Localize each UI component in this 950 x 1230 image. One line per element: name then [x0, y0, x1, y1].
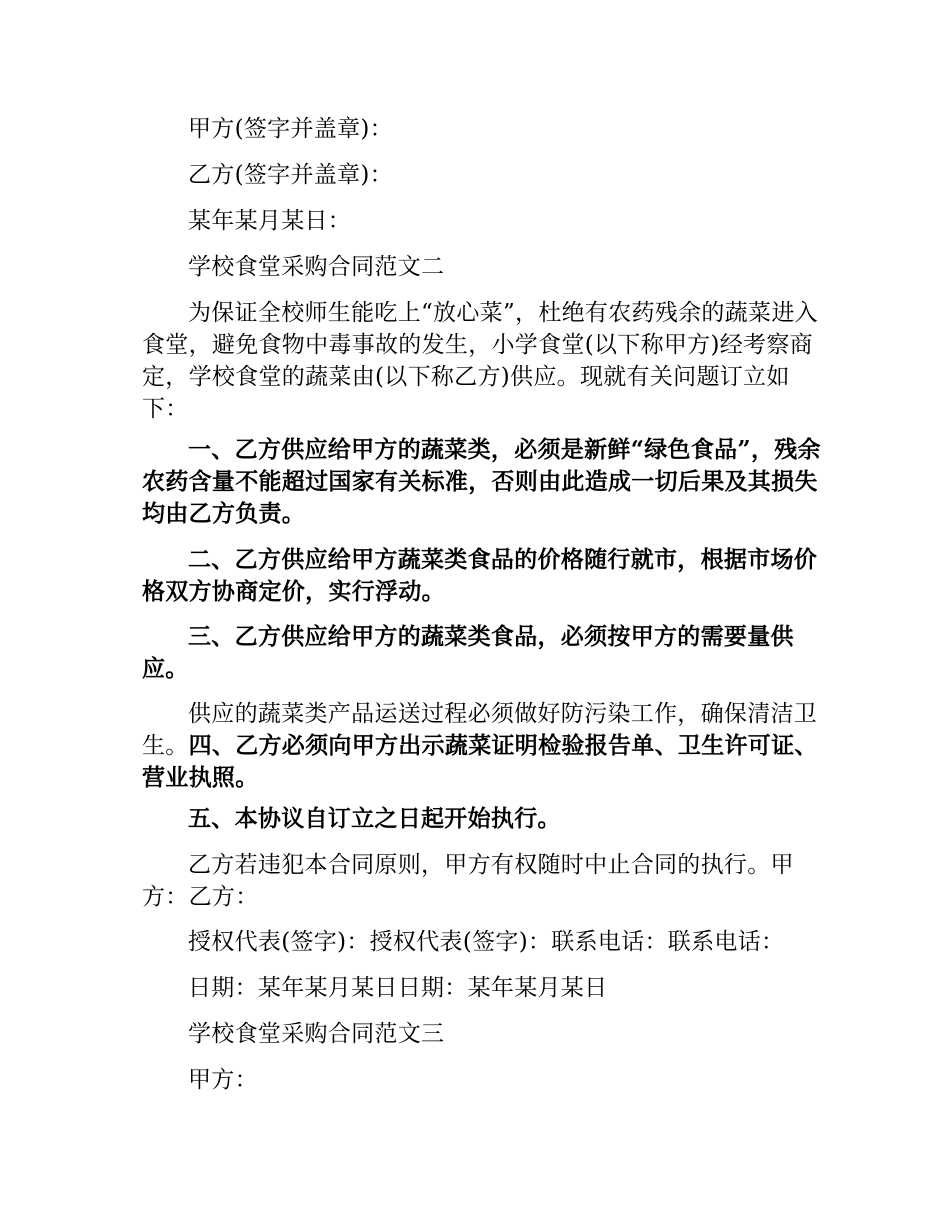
clause-four: 四、乙方必须向甲方出示蔬菜证明检验报告单、卫生许可证、营业执照。: [142, 732, 818, 791]
clause-three: 三、乙方供应给甲方的蔬菜类食品，必须按甲方的需要量供应。: [142, 623, 794, 682]
section-title-contract-two: 学校食堂采购合同范文二: [188, 254, 445, 280]
party-a-signature-line: 甲方(签字并盖章)：: [188, 116, 393, 142]
transport-and-clause-four-paragraph: [142, 698, 822, 794]
party-b-signature-line: 乙方(签字并盖章)：: [188, 162, 393, 188]
contract-intro-paragraph: 为保证全校师生能吃上“放心菜”，杜绝有农药残余的蔬菜进入食堂，避免食物中毒事故的发生，小学食堂(以下称甲方)经考察商定，学校食堂的蔬菜由(以下称乙方)供应。现就有关问题订立如下：: [142, 300, 818, 422]
authorized-representatives-line: 授权代表(签字)：授权代表(签字)：联系电话：联系电话：: [188, 929, 785, 955]
clause-one: 一、乙方供应给甲方的蔬菜类，必须是新鲜“绿色食品”，残余农药含量不能超过国家有关标准，否则由此造成一切后果及其损失均由乙方负责。: [142, 436, 821, 527]
date-line: 某年某月某日：: [188, 208, 352, 234]
party-a-line: 甲方：: [188, 1067, 258, 1093]
section-title-contract-three: 学校食堂采购合同范文三: [188, 1021, 445, 1047]
transport-hygiene-text: 供应的蔬菜类产品运送过程必须做好防污染工作，确保清洁卫生。: [142, 701, 818, 759]
dates-line: 日期：某年某月某日日期：某年某月某日: [188, 975, 608, 1001]
clause-two: 二、乙方供应给甲方蔬菜类食品的价格随行就市，根据市场价格双方协商定价，实行浮动。: [142, 546, 818, 605]
breach-clause-paragraph: 乙方若违犯本合同原则，甲方有权随时中止合同的执行。甲方：乙方：: [142, 852, 794, 910]
clause-five: 五、本协议自订立之日起开始执行。: [188, 805, 561, 832]
